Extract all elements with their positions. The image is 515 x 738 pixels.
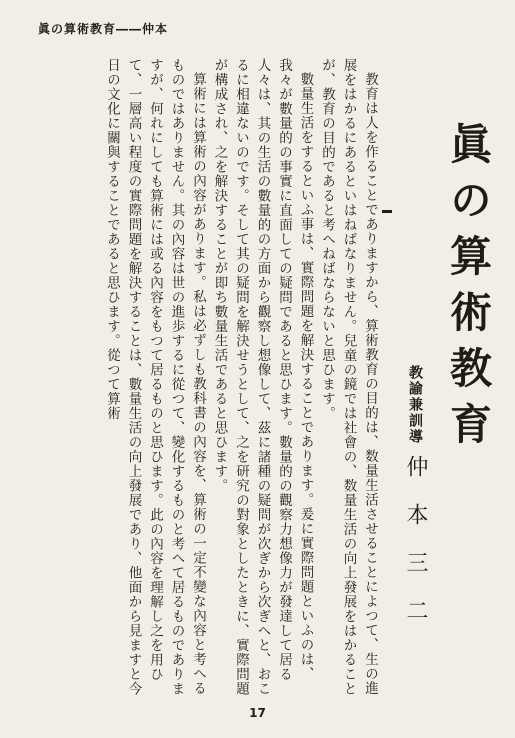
paragraph: 教育は人を作ることでありますから、算術教育の目的は、数量生活させることによつて、生の進展をはかるにあるといはねばなりません。兒童の鏡では社會の、数量生活の向上發展をはかることが、教育の目的であると考へねばならないと思ひます。	[319, 58, 378, 696]
article-title: 眞の算術教育	[444, 122, 493, 458]
running-head: 眞の算術教育――仲本	[38, 22, 169, 36]
paragraph: 數量生活をするといふ事は、實際問題を解決することであります。爰に實際問題といふのは、我々が數量的の事實に直面しての疑問であると思ひます。數量的の觀察力想像力が發達して居る人々は、其の生活の數量的の方面から觀察し想像して、茲に諸種の疑問が次ぎから次ぎへと、おこるに相違ないのです。そして其の疑問を解決せうとして、之を研究の對象としたときに、實際問題が構成され、之を解決することが即ち數量生活であると思ひます。	[211, 58, 314, 696]
author-affiliation: 教諭兼訓導	[407, 365, 423, 445]
author-name: 仲本三二	[403, 455, 428, 647]
page-number: 17	[249, 706, 266, 720]
article-body	[28, 58, 380, 698]
paragraph: 算術には算術の內容があります。私は必ずしも教科書の內容を、算術の一定不變な內容と考へるものではありません。其の內容は世の進歩するに從つて、變化するものと考へて居るものでありますが、何れにしても算術には或る內容をもつて居るものと思ひます。此の內容を理解し之を用ひて、一層高い程度の實際問題を解決することは、數量生活の向上發展であり、他面から見ますと今日の文化に關與することであると思ひます。從つて算術	[104, 58, 206, 696]
title-rule	[382, 210, 392, 213]
